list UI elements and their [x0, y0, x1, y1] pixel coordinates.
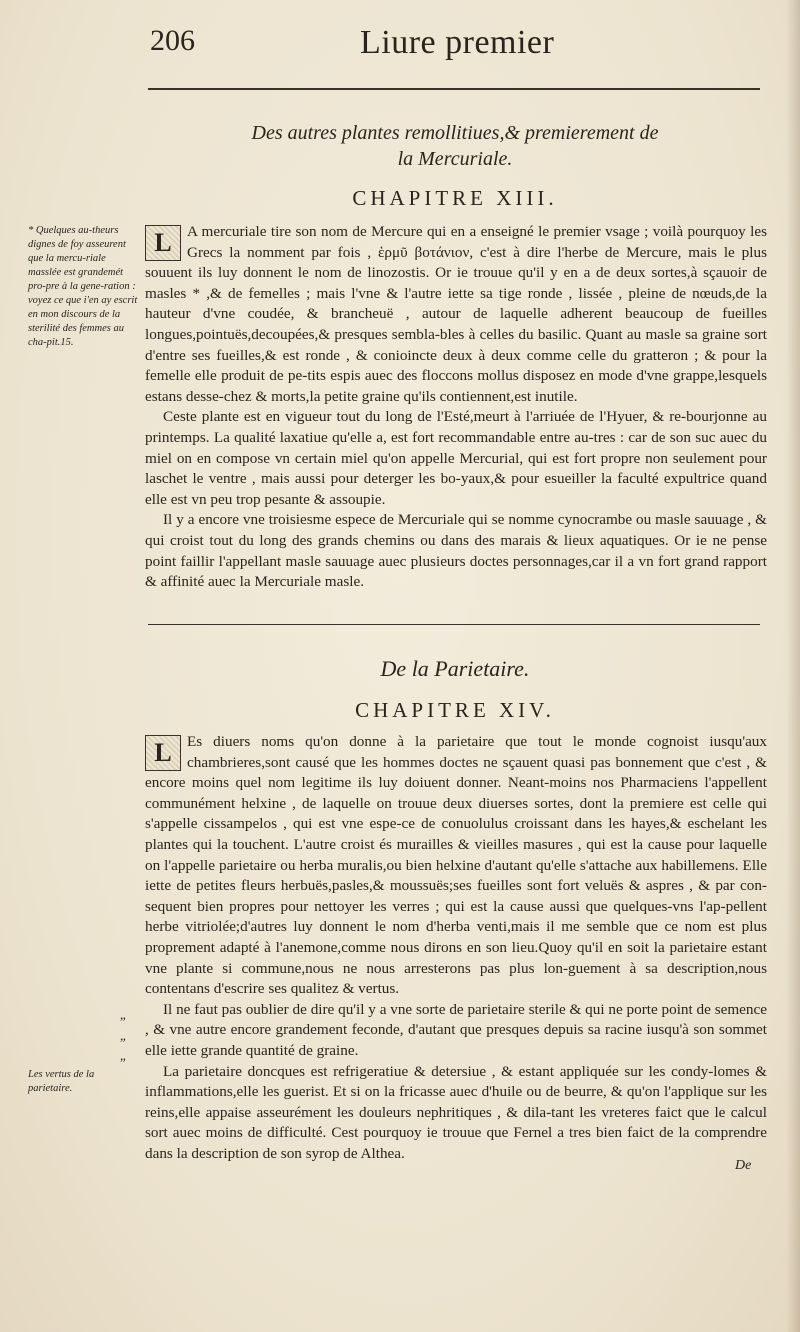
paragraph: Ceste plante est en vigueur tout du long de l'Esté,meurt à l'arriuée de l'Hyuer, & re-bourjonne au printemps. La qualité laxatiue qu'elle a, est fort recommandable entre au-tres : car de son suc auec du miel on en compose vn certain miel qu'on appelle Mercurial, qui est fort propre non seulement pour laschet le ventre , mais aussi pour deterger les bo-yaux,& pour esueiller la faculté expultrice quand elle est vn peu trop pesante & assoupie. — [145, 408, 767, 508]
paragraph: Il ne faut pas oublier de dire qu'il y a vne sorte de parietaire sterile & qui ne porte point de semence , & vne autre encore grandement feconde, d'autant que presques depuis sa racine iusqu'à son sommet elle iette grande quantité de graine. — [145, 1000, 767, 1059]
margin-note-parietaire: Les vertus de la parietaire. — [28, 1069, 95, 1094]
paragraph-text: Es diuers noms qu'on donne à la parietaire que tout le monde cognoist iusqu'aux chambrieres,sont causé que les hommes doctes ne sçauent quasi pas bonnement que c'est , & encore moins quel nom legitime ils luy doiuent donner. Neant-moins nos Pharmaciens l'appellent communément helxine , de laquelle on trouue deux diuerses sortes, dont la premiere est celle qui s'appelle cissampelos , qui est vne espe-ce de conuolulus croissant dans les hayes,& eschelant les plantes qui la touchent. L'autre croist és murailles & vieilles masures , qui est la cause pour laquelle on l'appelle parietaire ou herba muralis,ou bien helxine d'autant qu'elle s'attache aux habillemens. Elle iette de petites fleurs herbuës,pasles,& moussuës;ses fueilles sont fort veluës & aspres , & par con-sequent bien propres pour nettoyer les verres ; qui est la cause aussi que quelques-vns l'ap-pellent herbe vitriolée;d'autres luy donnent le nom d'herba venti,mais il me semble que ce nom est plus proprement adapté à l'anemone,comme nous dirons en son lieu.Quoy qu'il en soit la parietaire estant vne plante si commune,nous ne nous arresterons pas plus lon-guement à sa description,nous contentans d'escrire ses qualitez & vertus. — [145, 733, 767, 998]
quotation-marks — [120, 1012, 126, 1074]
page-header — [150, 24, 750, 84]
chapter-14-text — [145, 732, 767, 1164]
decorated-initial: L — [145, 735, 181, 771]
running-title: Liure premier — [360, 24, 555, 61]
chapter-heading-14: CHAPITRE XIV. — [355, 698, 555, 722]
chapter-heading-13: CHAPITRE XIII. — [352, 186, 558, 210]
page-edge-shadow — [786, 0, 800, 1332]
section-title-mercuriale — [150, 120, 760, 172]
section-divider — [148, 624, 760, 625]
page-number: 206 — [150, 24, 195, 57]
paragraph-text: A mercuriale tire son nom de Mercure qui en a enseigné le premier vsage ; voilà pourquoy les Grecs la nomment par fois , ἑρμῦ βοτάνιον, c'est à dire l'herbe de Mercure, mais le plus souuent ils luy donnent le nom de linozostis. Or ie trouue qu'il y en a de deux sortes,à sçauoir de masles * ,& de femelles ; mais l'vne & l'autre iette sa tige ronde , lissée , pleine de nœuds,de la hauteur d'vne coudée, & brancheuë , autour de laquelle adherent beaucoup de fueilles longues,pointuës,decoupées,& presques sembla-bles à celles du basilic. Quant au masle sa graine sort d'entre ses fueilles,& est ronde , & conioincte deux à deux comme celle du gratteron ; & pour la femelle elle produit de pe-tits espis auec des floccons mollus disposez en mode d'vne grappe,lesquels estans desse-chez & morts,la petite graine qu'ils contiennent,est inutile. — [145, 223, 767, 405]
header-rule — [148, 88, 760, 90]
decorated-initial: L — [145, 225, 181, 261]
quote-mark: ” — [120, 1014, 126, 1029]
paragraph — [145, 222, 767, 407]
chapter-13-text — [145, 222, 767, 593]
quote-mark: ” — [120, 1055, 126, 1071]
quote-mark: ” — [120, 1034, 126, 1050]
margin-note-mercuriale: * Quelques au-theurs dignes de foy asseurent que la mercu-riale masslée est grandemét pro-pre à la gene-ration : voyez ce que i'en ay escrit en mon discours de la sterilité des femmes au cha-pit.15. — [28, 225, 138, 348]
paragraph — [145, 732, 767, 1000]
paragraph: Il y a encore vne troisiesme espece de Mercuriale qui se nomme cynocrambe ou masle sauuage , & qui croist tout du long des grands chemins ou dans des marais & lieux aquatiques. Or ie ne pense point faillir l'appellant masle sauuage auec plusieurs doctes personnages,car il a vn fort grand rapport & affinité auec la Mercuriale masle. — [145, 511, 767, 591]
section-title-line1: Des autres plantes remollitiues,& premierement de — [251, 122, 659, 144]
section-title-line2: la Mercuriale. — [397, 148, 513, 170]
paragraph: La parietaire doncques est refrigeratiue & detersiue , & estant appliquée sur les condy-lomes & inflammations,elle les guerist. Et si on la fricasse auec d'huile ou de beurre, & qu'on l'applique sur les reins,elle appaise asseurément les douleurs nephritiques , & dila-tant les vreteres faict que le calcul sort auec moins de difficulté. Cest pourquoy ie trouue que Fernel a tres bien faict de la comprendre dans la description de son syrop de Althea. — [145, 1062, 767, 1162]
catchword: De — [735, 1158, 752, 1173]
section-title-parietaire: De la Parietaire. — [380, 656, 530, 681]
